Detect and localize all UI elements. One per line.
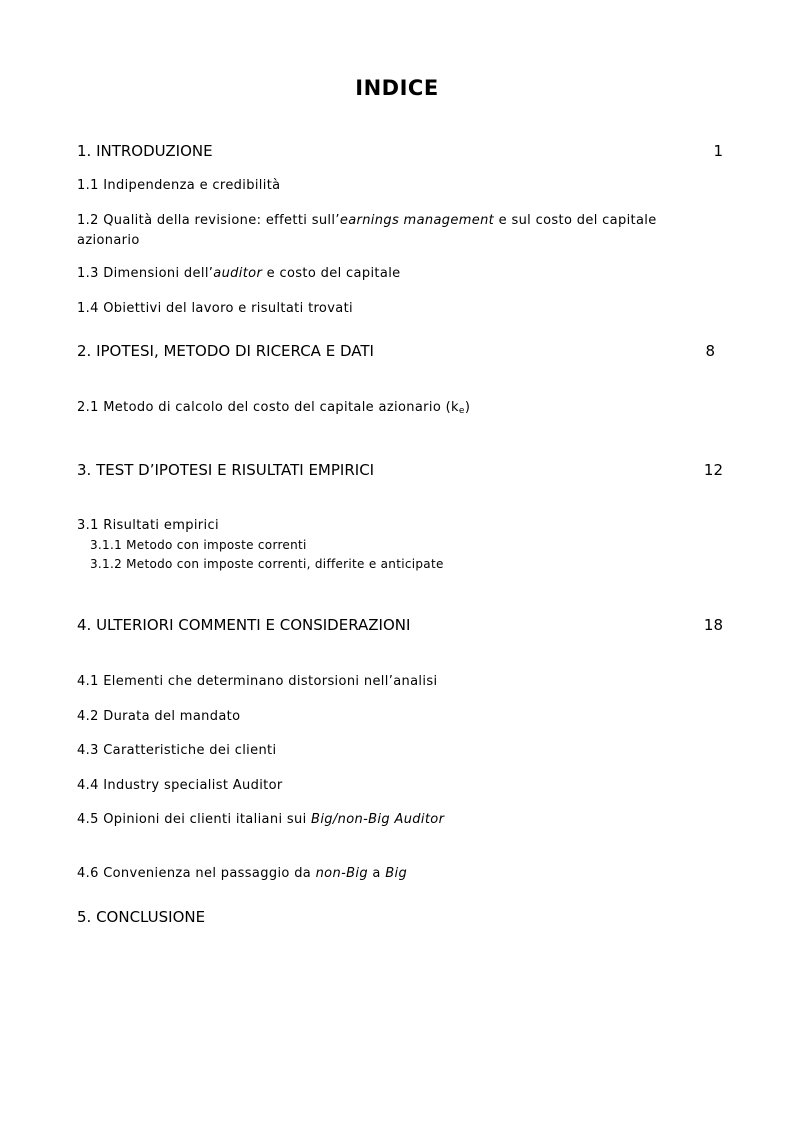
toc-chapter-5[interactable] <box>77 907 723 927</box>
section-text: 4.5 Opinioni dei clienti italiani sui <box>77 812 312 827</box>
section-text-suffix: ) <box>464 400 471 415</box>
toc-section-4-3[interactable]: 4.3 Caratteristiche dei clienti <box>77 743 277 758</box>
section-text-suffix: e sul costo del capitale azionario <box>77 213 657 248</box>
chapter-label: 4. ULTERIORI COMMENTI E CONSIDERAZIONI <box>77 616 411 634</box>
page-title: INDICE <box>355 76 439 100</box>
section-text: 1.3 Dimensioni dell’ <box>77 266 214 281</box>
toc-section-3-1-1[interactable]: 3.1.1 Metodo con imposte correnti <box>90 538 307 552</box>
chapter-page-number: 12 <box>703 461 723 479</box>
section-text: 1.2 Qualità della revisione: effetti sull’ <box>77 213 340 228</box>
section-italic-text-2: Big <box>385 866 408 881</box>
toc-chapter-1[interactable] <box>77 141 723 161</box>
section-italic-text: Big/non-Big Auditor <box>311 812 445 827</box>
toc-section-4-1[interactable]: 4.1 Elementi che determinano distorsioni nell’analisi <box>77 674 438 689</box>
section-text: 4.6 Convenienza nel passaggio da <box>77 866 316 881</box>
chapter-page-number: 8 <box>705 342 715 360</box>
chapter-label: 1. INTRODUZIONE <box>77 142 213 160</box>
section-italic-text: auditor <box>213 266 263 281</box>
chapter-label: 5. CONCLUSIONE <box>77 908 206 926</box>
toc-section-2-1[interactable] <box>77 398 717 418</box>
toc-chapter-3[interactable] <box>77 460 723 480</box>
toc-section-1-2[interactable] <box>77 211 717 251</box>
chapter-page-number: 18 <box>703 616 723 634</box>
chapter-label: 2. IPOTESI, METODO DI RICERCA E DATI <box>77 342 374 360</box>
chapter-label: 3. TEST D’IPOTESI E RISULTATI EMPIRICI <box>77 461 375 479</box>
section-italic-text: non-Big <box>315 866 368 881</box>
toc-chapter-2[interactable] <box>77 341 723 361</box>
toc-section-4-6[interactable] <box>77 864 717 884</box>
section-text-suffix: e costo del capitale <box>262 266 401 281</box>
toc-section-1-3[interactable] <box>77 264 717 284</box>
toc-section-3-1[interactable]: 3.1 Risultati empirici <box>77 518 219 533</box>
chapter-page-number: 1 <box>713 142 723 160</box>
toc-section-1-4[interactable]: 1.4 Obiettivi del lavoro e risultati trovati <box>77 301 354 316</box>
toc-chapter-4[interactable] <box>77 615 723 635</box>
toc-section-1-1[interactable]: 1.1 Indipendenza e credibilità <box>77 178 281 193</box>
section-italic-text: earnings management <box>339 213 495 228</box>
section-text-middle: a <box>367 866 386 881</box>
section-text: 2.1 Metodo di calcolo del costo del capitale azionario (k <box>77 400 459 415</box>
toc-section-4-2[interactable]: 4.2 Durata del mandato <box>77 709 241 724</box>
section-subscript: e <box>458 406 465 416</box>
toc-section-3-1-2[interactable]: 3.1.2 Metodo con imposte correnti, differite e anticipate <box>90 557 444 571</box>
toc-section-4-4[interactable]: 4.4 Industry specialist Auditor <box>77 778 283 793</box>
toc-section-4-5[interactable] <box>77 810 717 830</box>
